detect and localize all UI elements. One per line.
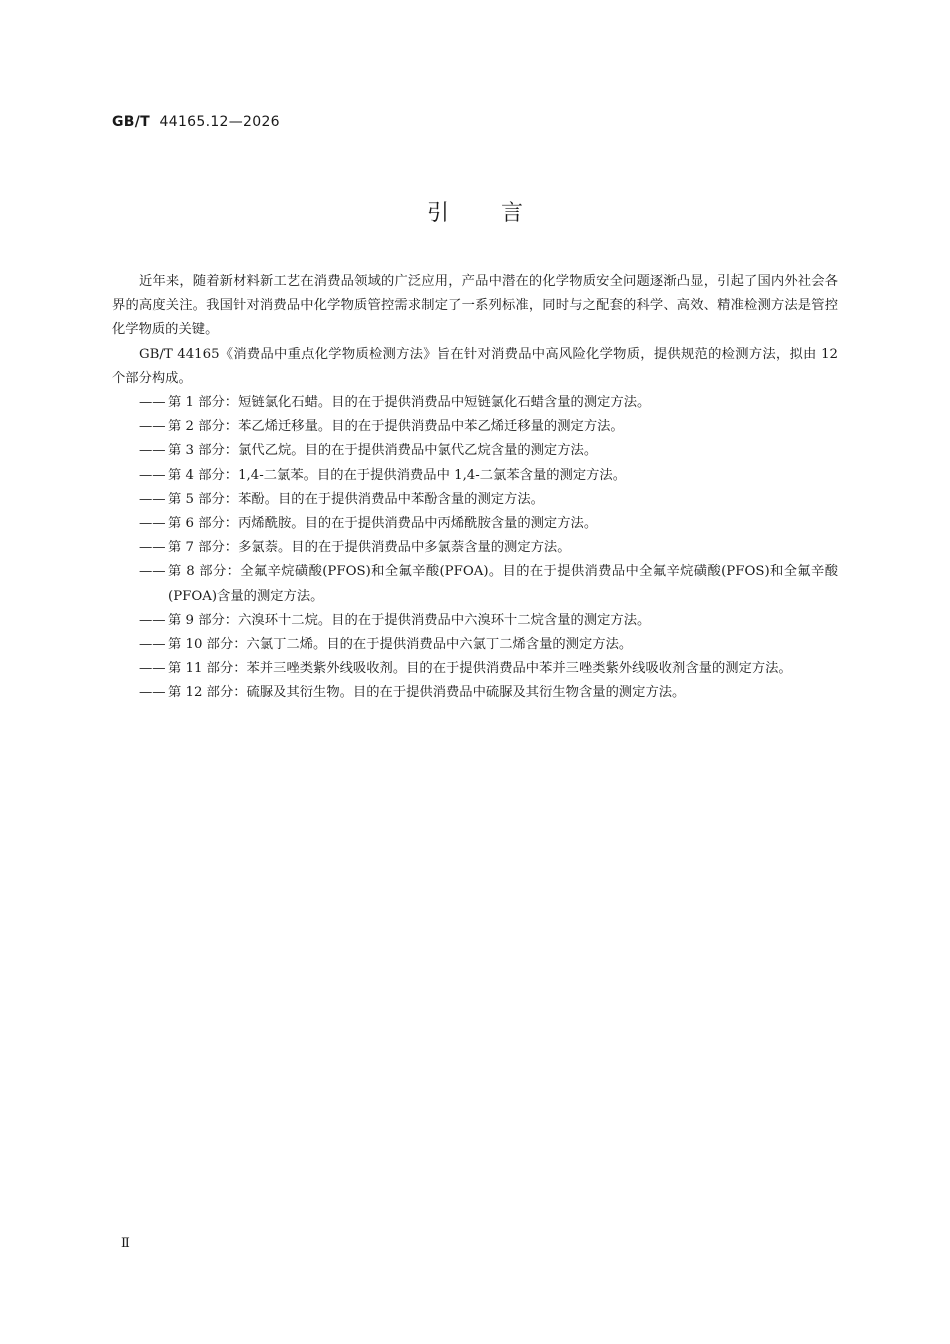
- part-item: [112, 657, 838, 681]
- scope-paragraph: GB/T 44165《消费品中重点化学物质检测方法》旨在针对消费品中高风险化学物质，提供规范的检测方法，拟由 12 个部分构成。: [112, 346, 838, 386]
- part-text: 第 5 部分：苯酚。目的在于提供消费品中苯酚含量的测定方法。: [168, 491, 544, 507]
- list-dash: ——: [139, 637, 166, 653]
- part-text: 第 4 部分：1,4-二氯苯。目的在于提供消费品中 1,4-二氯苯含量的测定方法。: [168, 467, 627, 483]
- list-dash: ——: [139, 491, 166, 507]
- section-title: 引言: [426, 201, 575, 226]
- part-text: 第 9 部分：六溴环十二烷。目的在于提供消费品中六溴环十二烷含量的测定方法。: [168, 612, 651, 628]
- part-text: 第 12 部分：硫脲及其衍生物。目的在于提供消费品中硫脲及其衍生物含量的测定方法。: [168, 685, 686, 701]
- part-item: [112, 488, 838, 512]
- part-item: [112, 609, 838, 633]
- list-dash: ——: [139, 685, 166, 701]
- part-item: [112, 464, 838, 488]
- list-dash: ——: [139, 612, 166, 628]
- list-dash: ——: [139, 395, 166, 411]
- list-dash: ——: [139, 516, 166, 532]
- standard-code-prefix: GB/T: [112, 114, 151, 130]
- part-text: 第 11 部分：苯并三唑类紫外线吸收剂。目的在于提供消费品中苯并三唑类紫外线吸收剂含量的测定方法。: [168, 661, 792, 677]
- part-text: 第 1 部分：短链氯化石蜡。目的在于提供消费品中短链氯化石蜡含量的测定方法。: [168, 395, 651, 411]
- list-dash: ——: [139, 419, 166, 435]
- list-dash: ——: [139, 540, 166, 556]
- part-item: [112, 391, 838, 415]
- part-text: 第 3 部分：氯代乙烷。目的在于提供消费品中氯代乙烷含量的测定方法。: [168, 443, 598, 459]
- part-item: [112, 633, 838, 657]
- list-dash: ——: [139, 661, 166, 677]
- part-text: 第 6 部分：丙烯酰胺。目的在于提供消费品中丙烯酰胺含量的测定方法。: [168, 516, 598, 532]
- list-dash: ——: [139, 467, 166, 483]
- part-text: 第 8 部分：全氟辛烷磺酸(PFOS)和全氟辛酸(PFOA)。目的在于提供消费品中全氟辛烷磺酸(PFOS)和全氟辛酸(PFOA)含量的测定方法。: [168, 564, 838, 604]
- part-item: [112, 439, 838, 463]
- intro-paragraph: 近年来，随着新材料新工艺在消费品领域的广泛应用，产品中潜在的化学物质安全问题逐渐凸显，引起了国内外社会各界的高度关注。我国针对消费品中化学物质管控需求制定了一系列标准，同时与之配套的科学、高效、精准检测方法是管控化学物质的关键。: [112, 274, 838, 338]
- page-number: Ⅱ: [121, 1236, 130, 1251]
- part-item: [112, 681, 838, 705]
- part-text: 第 10 部分：六氯丁二烯。目的在于提供消费品中六氯丁二烯含量的测定方法。: [168, 637, 633, 653]
- part-item: [112, 512, 838, 536]
- part-item: [112, 536, 838, 560]
- document-body: [112, 270, 838, 706]
- part-text: 第 2 部分：苯乙烯迁移量。目的在于提供消费品中苯乙烯迁移量的测定方法。: [168, 419, 624, 435]
- part-item: [112, 415, 838, 439]
- part-text: 第 7 部分：多氯萘。目的在于提供消费品中多氯萘含量的测定方法。: [168, 540, 571, 556]
- standard-code: [112, 114, 280, 130]
- part-item: [112, 560, 838, 608]
- parts-list: [112, 391, 838, 706]
- list-dash: ——: [139, 443, 166, 459]
- list-dash: ——: [139, 564, 166, 580]
- standard-code-number: 44165.12—2026: [159, 114, 280, 130]
